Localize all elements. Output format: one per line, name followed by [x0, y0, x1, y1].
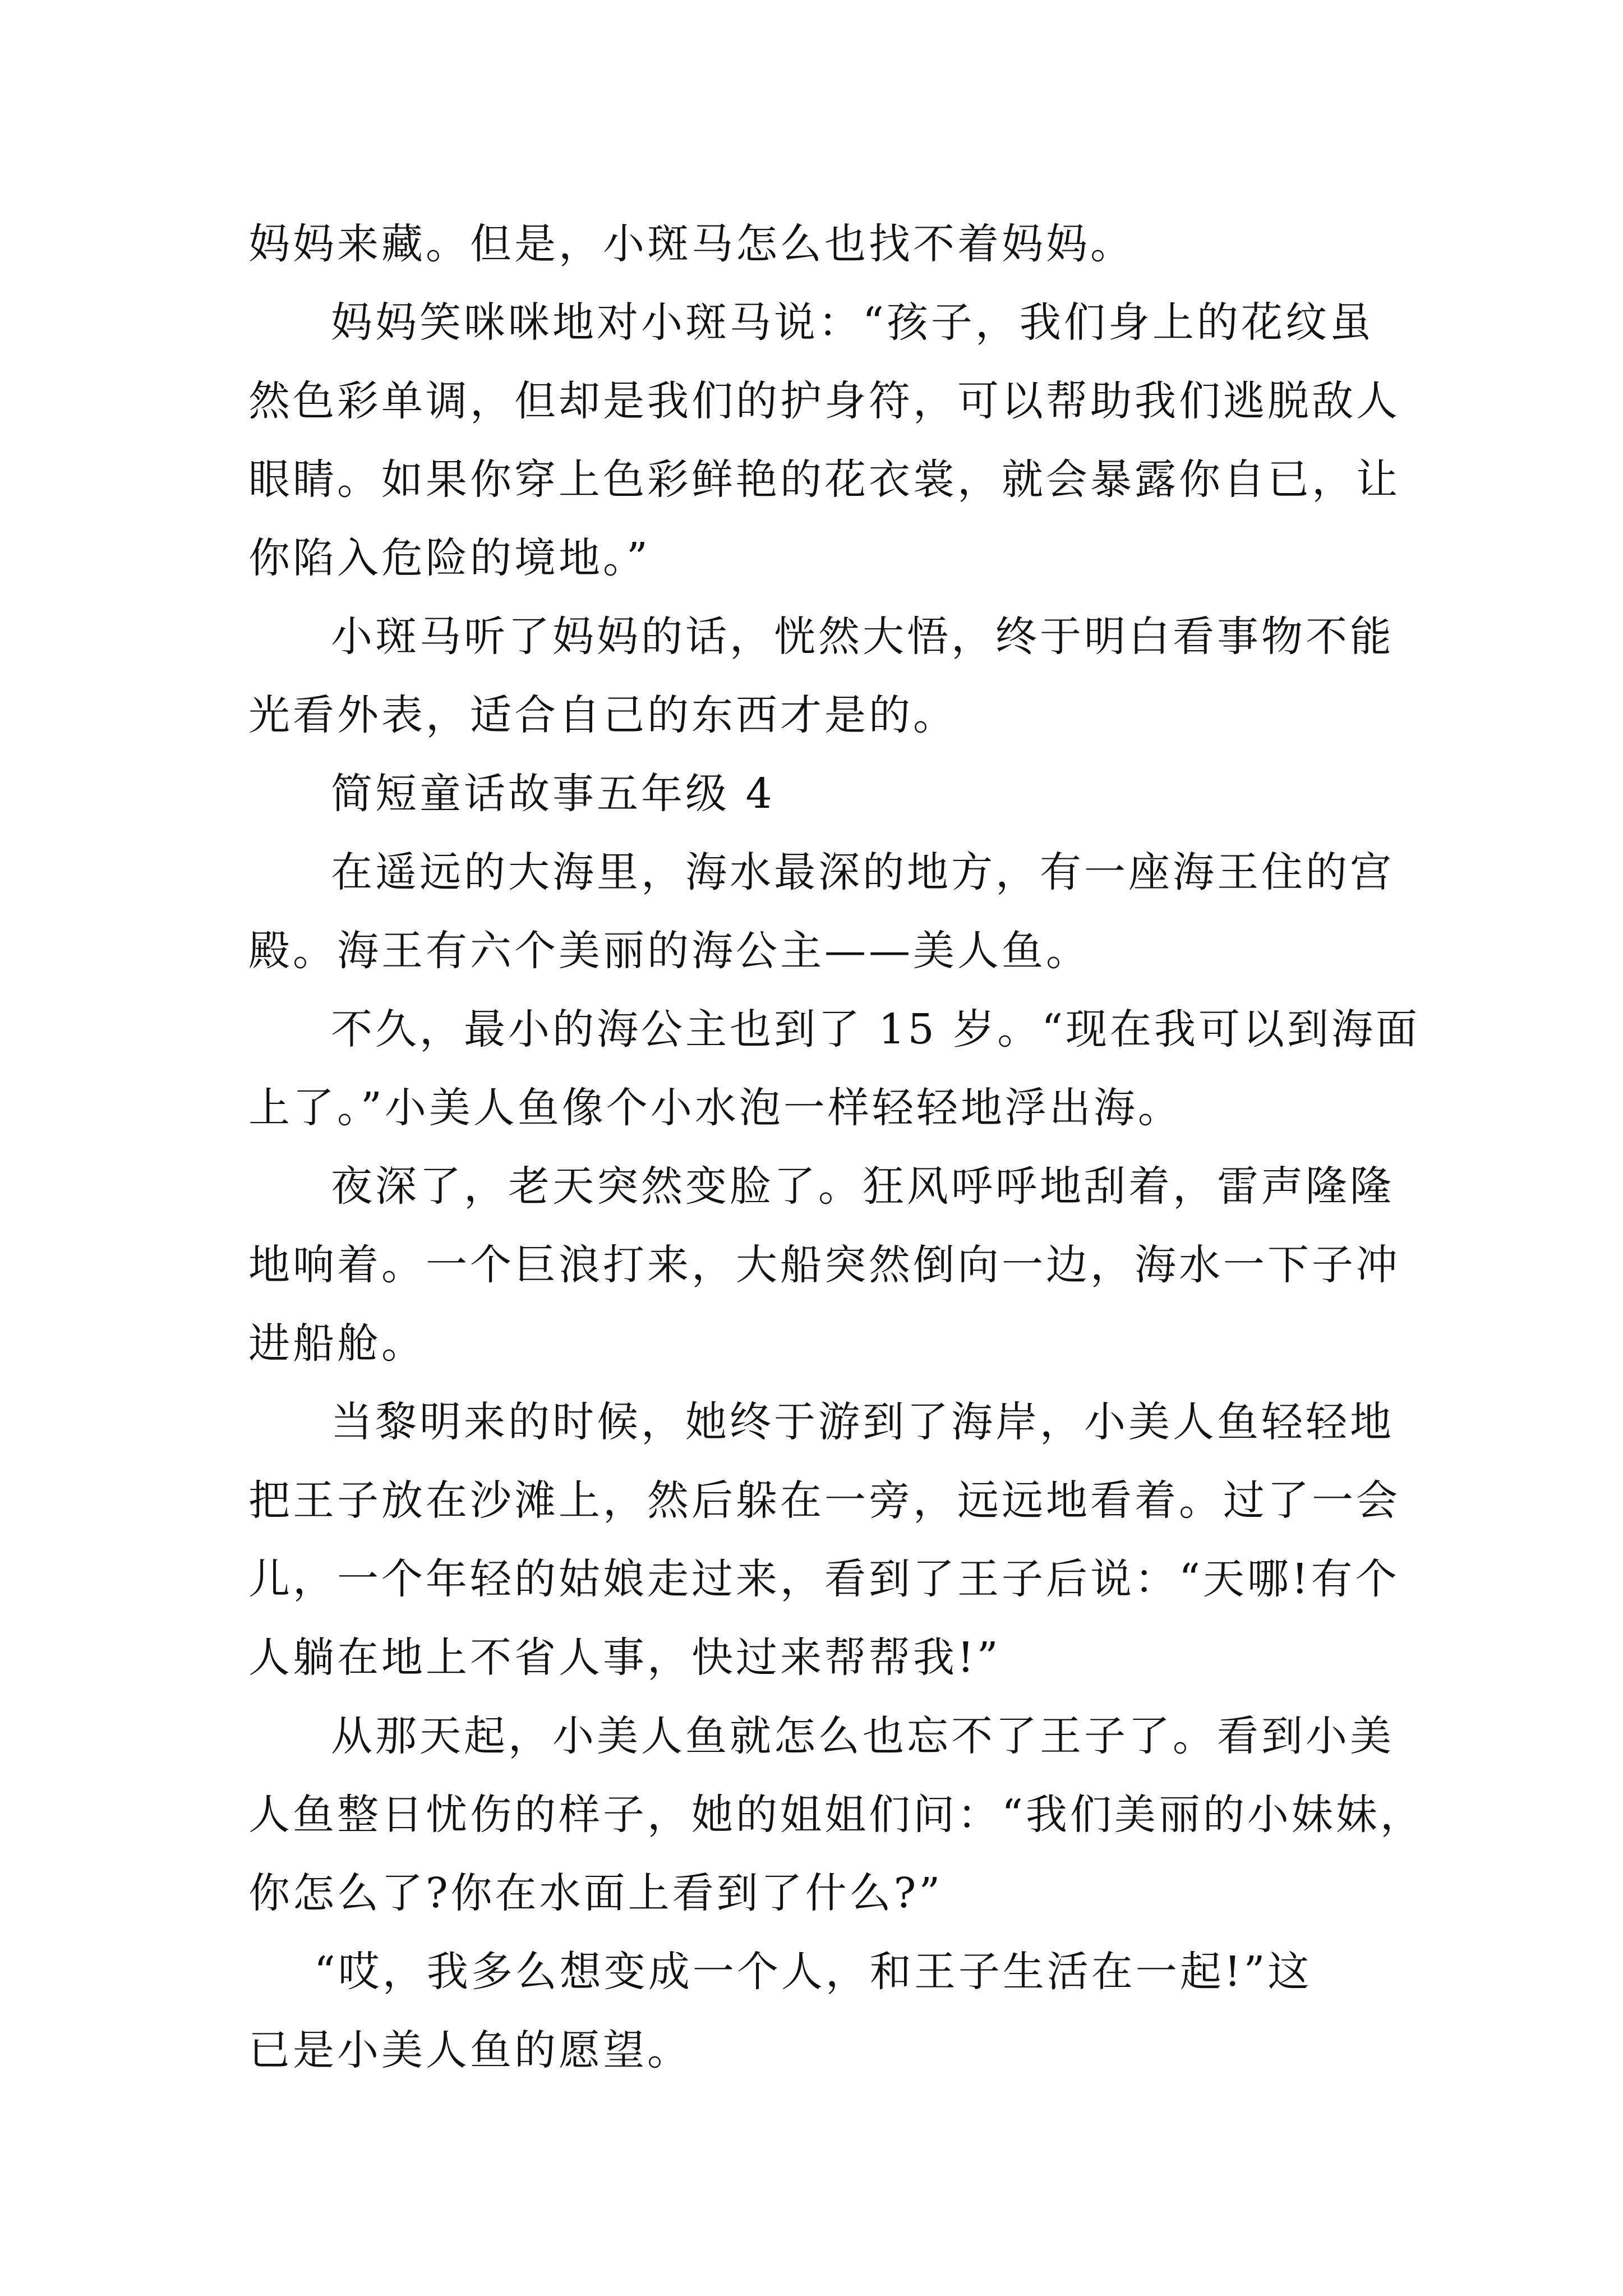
section-heading: 简短童话故事五年级 4: [331, 770, 775, 818]
text-line: 光看外表，适合自己的东西才是的。: [248, 691, 957, 739]
text-line: 你怎么了?你在水面上看到了什么?”: [248, 1869, 943, 1917]
text-line: 夜深了，老天突然变脸了。狂风呼呼地刮着，雷声隆隆: [331, 1162, 1394, 1211]
text-line: 人躺在地上不省人事，快过来帮帮我!”: [248, 1634, 1001, 1682]
text-line: 然色彩单调，但却是我们的护身符，可以帮助我们逃脱敌人: [248, 377, 1400, 425]
text-line: 把王子放在沙滩上，然后躲在一旁，远远地看着。过了一会: [248, 1476, 1400, 1525]
text-line: 从那天起，小美人鱼就怎么也忘不了王子了。看到小美: [331, 1712, 1394, 1760]
text-line: 上了。”小美人鱼像个小水泡一样轻轻地浮出海。: [248, 1084, 1182, 1132]
text-line: 儿，一个年轻的姑娘走过来，看到了王子后说：“天哪!有个: [248, 1555, 1400, 1603]
text-line: 不久，最小的海公主也到了 15 岁。“现在我可以到海面: [331, 1005, 1421, 1053]
text-line: 进船舱。: [248, 1319, 426, 1368]
text-line: 人鱼整日忧伤的样子，她的姐姐们问：“我们美丽的小妹妹，: [248, 1791, 1424, 1839]
text-line: 小斑马听了妈妈的话，恍然大悟，终于明白看事物不能: [331, 613, 1394, 661]
text-line: 已是小美人鱼的愿望。: [248, 2026, 691, 2074]
text-line: “哎，我多么想变成一个人，和王子生活在一起!”这: [314, 1948, 1312, 1996]
text-line: 妈妈笑咪咪地对小斑马说：“孩子，我们身上的花纹虽: [331, 298, 1374, 347]
text-line: 殿。海王有六个美丽的海公主——美人鱼。: [248, 927, 1090, 975]
text-line: 妈妈来藏。但是，小斑马怎么也找不着妈妈。: [248, 220, 1135, 268]
text-line: 眼睛。如果你穿上色彩鲜艳的花衣裳，就会暴露你自已，让: [248, 455, 1400, 504]
text-line: 在遥远的大海里，海水最深的地方，有一座海王住的宫: [331, 848, 1394, 896]
text-line: 你陷入危险的境地。”: [248, 534, 651, 582]
text-line: 地响着。一个巨浪打来，大船突然倒向一边，海水一下子冲: [248, 1241, 1400, 1289]
text-line: 当黎明来的时候，她终于游到了海岸，小美人鱼轻轻地: [331, 1398, 1394, 1446]
